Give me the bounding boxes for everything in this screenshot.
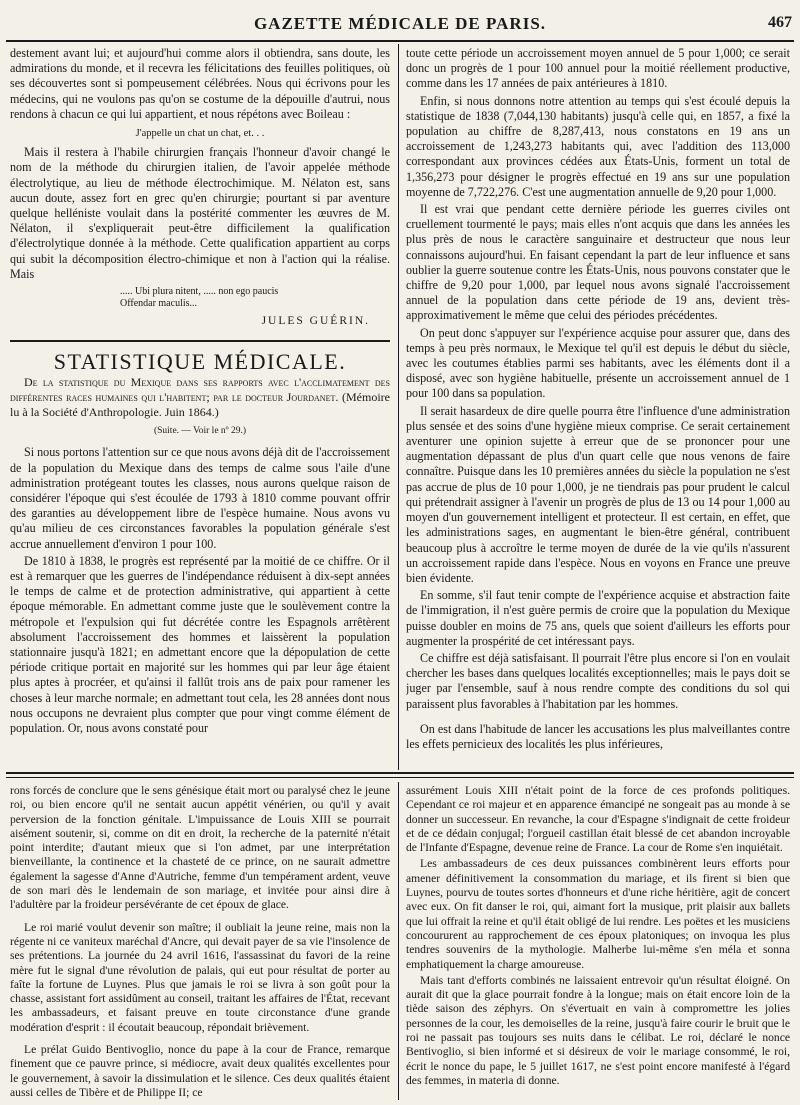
left-column-top bbox=[10, 46, 390, 338]
paragraph: On peut donc s'appuyer sur l'expérience acquise pour assurer que, dans des temps à peu près normaux, le Mexique tel qu'il est depuis le début du siècle, avec les coutumes établies parmi ses habitants, avec les éléments dont il a disposé, avec son hygiène habituelle, présente un accroissement annuel de 1 pour 100 dans sa population. bbox=[406, 325, 790, 401]
paragraph: Les ambassadeurs de ces deux puissances combinèrent leurs efforts pour amener définitivement la consommation du mariage, et ils firent si bien que Luynes, pourvu de toutes sortes d'honneurs et d'une riche héritière, agit de concert avec eux. On fit danser le roi, qui, aimant fort la musique, prit plaisir aux ballets que lui offrait la reine et qu'il était obligé de lui rendre. Les poëtes et les musiciens concoururent au rapprochement de ces époux platoniques; on invoqua les plus tendres souvenirs de la mythologie. Malherbe lui-même s'en méla et sonna emphatiquement la charge amoureuse. bbox=[406, 857, 790, 971]
latin-quote-line: ..... Ubi plura nitent, ..... non ego paucis bbox=[120, 286, 279, 298]
left-column-section bbox=[10, 346, 390, 766]
article-heading-text: De la statistique du Mexique dans ses rapports avec l'acclimatement des différentes races humaines qui l'habitent; par le docteur Jourdanet. bbox=[10, 375, 390, 405]
article-note: (Mémoire lu à la Société d'Anthropologie. Juin 1864.) bbox=[10, 390, 390, 420]
latin-quote-line: Offendar maculis... bbox=[120, 298, 198, 310]
section-title: STATISTIQUE MÉDICALE. bbox=[53, 349, 347, 374]
feuilleton-rule bbox=[6, 777, 794, 778]
section-rule bbox=[10, 340, 390, 342]
running-head bbox=[0, 14, 800, 40]
paragraph: Le roi marié voulut devenir son maître; il oubliait la jeune reine, mais non la régente ni ce vaniteux maréchal d'Ancre, qui devait payer de sa vie l'insolence de ses prétentions. La journée du 24 avril 1616, l'assassinat du favori de la reine mère fut le signal d'une révolution de palais, qui eut pour résultat de porter au faîte la fortune de Luynes. Plus que jamais le roi se livra à son goût pour la chasse, assistant fort assidûment au conseil, traitant les affaires de l'État, recevant les ambassadeurs, et faisant preuve en toute circonstance d'une grande modération d'esprit : il écoutait beaucoup, répondait brièvement. bbox=[10, 920, 390, 1034]
paragraph: assurément Louis XIII n'était point de la force de ces profonds politiques. Cependant ce roi majeur et en apparence émancipé ne songeait pas au monde à se donner un successeur. En revanche, la cour d'Espagne s'indignait de cette froideur et de ce dédain conjugal; l'orgueil castillan était blessé de cet abandon incroyable de l'Infante d'Espagne, devenue reine de France. La cour de Rome s'en inquiétait. bbox=[406, 784, 790, 855]
paragraph: Le prélat Guido Bentivoglio, nonce du pape à la cour de France, remarque finement que ce pauvre prince, si médiocre, avait deux qualités excellentes pour le gouvernement, à savoir la dissimulation et le silence. Ces deux qualités étaient aussi celles de Tibère et de Philippe II; ce bbox=[10, 1043, 390, 1099]
right-column bbox=[406, 46, 790, 768]
paragraph: Mais tant d'efforts combinés ne laissaient entrevoir qu'un résultat éloigné. On aurait dit que la glace pourrait fondre à la longue; mais on était encore loin de la tiède saison des zéphyrs. On s'évertuait en vain à compromettre les jolies personnes de la cour, les demoiselles de la reine, jusqu'à faire courir le bruit que le roi ne passait pas toujours ses nuits dans le célibat. Le roi, déclaré le nonce Bentivoglio, si bien informé et si désireux de voir le mariage consommé, le roi, écrit le nonce du pape, le 5 juillet 1617, ne s'est point encore manifesté à l'égard des femmes, in materia di donne. bbox=[406, 973, 790, 1087]
feuilleton-right-column bbox=[406, 784, 790, 1102]
continuation-note: (Suite. — Voir le nº 29.) bbox=[153, 426, 247, 437]
paragraph: Si nous portons l'attention sur ce que nous avons déjà dit de l'accroissement de la population du Mexique dans des temps de calme sous l'aile d'une administration protégeant toutes les classes, nous aurons quelque raison de considérer l'époque qui s'est écoulée de 1793 à 1810 comme pouvant offrir des garanties au développement libre de l'espèce humaine. Nous avons vu qu'au milieu de ces circonstances favorables la population générale s'est accrue annuellement d'environ 1 pour 100. bbox=[10, 445, 390, 551]
paragraph: On est dans l'habitude de lancer les accusations les plus malveillantes contre les effets pernicieux des localités les plus inférieures, bbox=[406, 721, 790, 751]
feuilleton-left-column bbox=[10, 784, 390, 1102]
author-signature: JULES GUÉRIN. bbox=[261, 315, 370, 328]
paragraph: destement avant lui; et aujourd'hui comme alors il obtiendra, sans doute, les admirations du monde, et il recevra les félicitations des feuilles politiques, où ses découvertes sont si pompeusement célébrées. Nous qui écrivons pour les médecins, qui ne voulons pas qu'on se costume de la dépouille d'autrui, nous rendons à chacun ce qui lui appartient, et nous répétons avec Boileau : bbox=[10, 46, 390, 121]
paragraph: De 1810 à 1838, le progrès est représenté par la moitié de ce chiffre. Or il est à remarquer que les guerres de l'indépendance réduisent à dix-sept années le temps de calme et de protection administrative, qui appartient à cette époque mémorable. En admettant comme juste que le soulèvement contre la métropole et l'expulsion qui fut décrétée contre les Espagnols arrêtèrent absolument l'accroissement des hommes et laissèrent la population stationnaire jusqu'à 1821; en admettant encore que la dépopulation de cette période critique portait en majorité sur les hommes qui par leur âge étaient plus aptes à procréer, et qu'ainsi il fallût trois ans de paix pour ramener les choses à leur marche normale; en admettant tout cela, les 28 années dont nous nous occupons ne devraient plus compter que pour vingt comme élément de population. Or, nous avons constaté pour bbox=[10, 553, 390, 736]
feuilleton-rule bbox=[6, 772, 794, 774]
paragraph: Il serait hasardeux de dire quelle pourra être l'influence d'une administration plus sensée et des soins d'une hygiène mieux comprise. Ce serait certainement aventurer une opinion sujette à erreur que de se prononcer pour une augmentation dépassant de plus d'un quart celle que nous venons de faire connaître. Puisque dans les 10 premières années du siècle la population ne s'est pas accrue de plus de 10 pour 1,000, je ne tiendrais pas pour prudent le calcul qui prétendrait assigner à l'avenir un progrès de plus de 13 ou 14 pour 1,000 au moyen d'un gouvernement intelligent et protecteur. Il est certain, en effet, que les administrations sages, en augmentant le bien-être général, contribuent beaucoup plus à accroître le terme moyen de durée de la vie qu'ils n'assurent un accroissement rapide dans l'espèce. Nous en voyons en France une preuve bien évidente. bbox=[406, 403, 790, 585]
paragraph: rons forcés de conclure que le sens génésique était mort ou paralysé chez le jeune roi, ou bien encore qu'il ne sentait aucun appétit vénérien, ou qu'il y avait perversion de la fonction génitale. L'impuissance de Louis XIII se pourrait aisément soutenir, si, comme on dit en droit, la recherche de la paternité n'était point interdite; d'autant mieux que si l'on admet, par une interprétation bienveillante, la continence et la chasteté de ce prince, on ne saurait admettre également la sagesse d'Anne d'Autriche, femme d'un tempérament ardent, veuve de son mari dès le lendemain de son mariage, et invitée pour ainsi dire à l'adultère par la froideur persévérante de cet époux de glace. bbox=[10, 784, 390, 912]
page-number: 467 bbox=[768, 14, 792, 31]
column-divider-bottom bbox=[398, 782, 399, 1100]
paragraph: Il est vrai que pendant cette dernière période les guerres civiles ont cruellement tourmenté le pays; mais elles n'ont acquis que dans les années les plus près de nous le caractère sanguinaire et destructeur que nous leur connaissons aujourd'hui. En faisant cependant la part de leur influence et sans oublier la guerre soutenue contre les États-Unis, nous pouvons constater que le chiffre de 9,20 pour 1,000, par lequel nous avons signalé l'accroissement annuel de la population dans cette période de 19 ans, devient très-approximativement le même que celui des périodes précédentes. bbox=[406, 202, 790, 323]
paragraph: toute cette période un accroissement moyen annuel de 5 pour 1,000; ce serait donc un progrès de 1 pour 100 annuel pour la moitié réellement productive, comme dans les 17 années de paix antérieures à 1810. bbox=[406, 46, 790, 91]
boileau-quote: J'appelle un chat un chat, et. . . bbox=[135, 128, 265, 140]
article-heading bbox=[10, 375, 390, 420]
column-divider-top bbox=[398, 44, 399, 770]
header-rule bbox=[6, 40, 794, 42]
journal-title: GAZETTE MÉDICALE DE PARIS. bbox=[253, 14, 547, 33]
paragraph: Mais il restera à l'habile chirurgien français l'honneur d'avoir changé le nom de la méthode du chirurgien italien, de l'avoir appelée méthode électrolytique, au lieu de méthode électrochimique. M. Nélaton est, sans aucun doute, assez fort en grec qu'en chirurgie; pourtant si par aventure quelque helléniste voulait dans la postérité commenter les œuvres de M. Nélaton, il s'expliquerait peut-être difficilement la qualification d'électrolytique donnée à la méthode. Cette qualification appartient au corps qui subit la décomposition électro-chimique et non à l'action qui la réalise. Mais bbox=[10, 145, 390, 281]
paragraph: Enfin, si nous donnons notre attention au temps qui s'est écoulé depuis la statistique de 1838 (7,044,130 habitants) jusqu'à celle qui, en 1857, a fixé la population au chiffre de 8,287,413, nous constatons en 19 ans un accroissement de 1,243,273 habitants qui, avec l'addition des 113,000 correspondant aux provinces cédées aux États-Unis, forment un total de 1,356,273 pour désigner le progrès effectué en 19 ans sur une population moyenne de 7,722,276. C'est une augmentation annuelle de 9,20 pour 1,000. bbox=[406, 93, 790, 199]
paragraph: Ce chiffre est déjà satisfaisant. Il pourrait l'être plus encore si l'on en voulait chercher les bases dans quelques localités exceptionnelles; mais le pays doit se juger par l'ensemble, sauf à nous rendre compte des conditions du sol qui paraissent plus favorables à l'habitation par les hommes. bbox=[406, 650, 790, 711]
paragraph: En somme, s'il faut tenir compte de l'expérience acquise et abstraction faite de l'immigration, il n'est guère permis de croire que la population du Mexique puisse doubler en moins de 75 ans, quels que soient d'ailleurs les efforts pour augmenter la prospérité de cet intéressant pays. bbox=[406, 588, 790, 648]
